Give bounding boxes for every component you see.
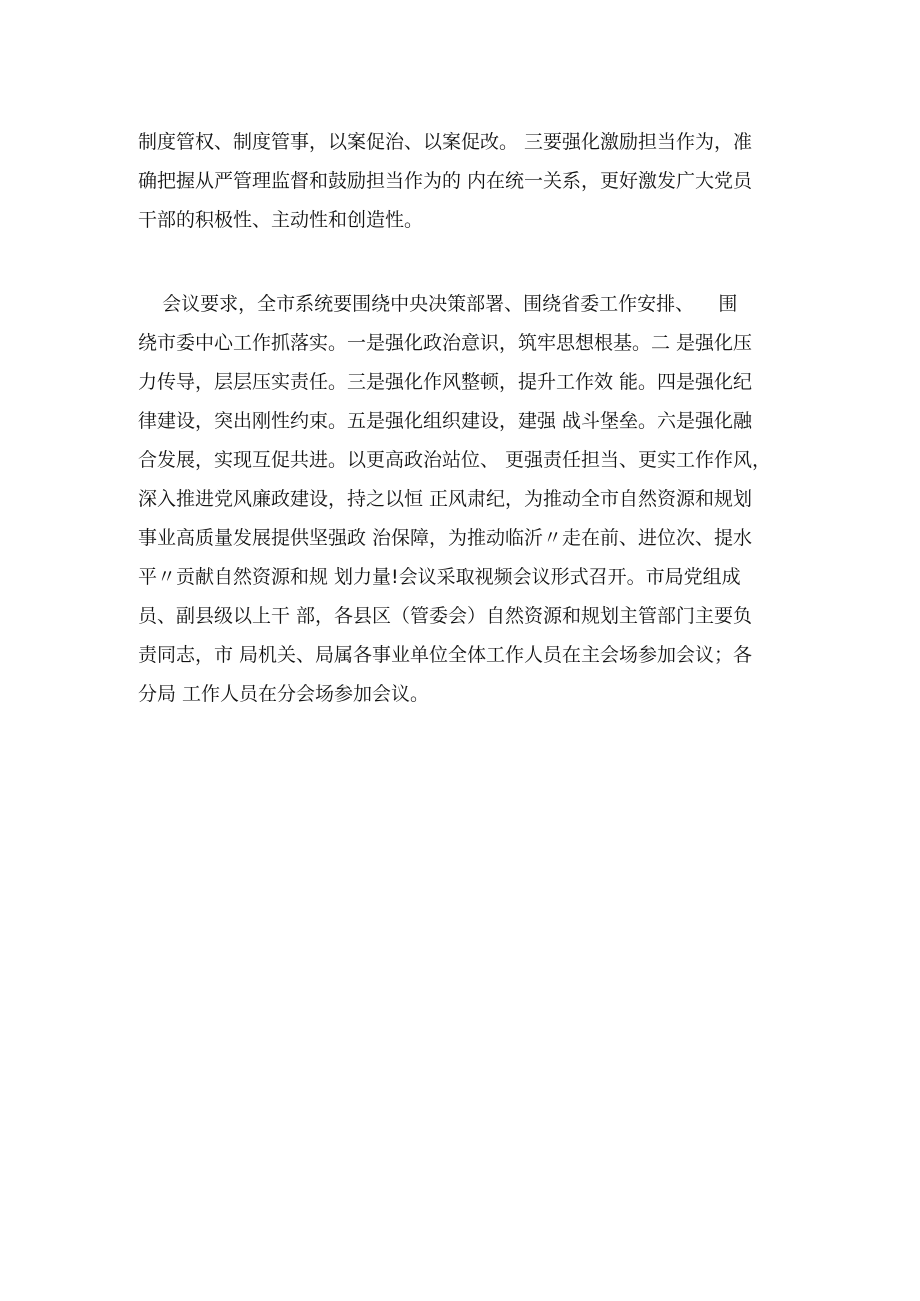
text-line: 平〃贡献自然资源和规 划力量!会议采取视频会议形式召开。市局党组成: [138, 566, 741, 588]
text-line: 深入推进党风廉政建设，持之以恒 正风肃纪，为推动全市自然资源和规划: [138, 488, 753, 510]
text-line: 律建设，突出刚性约束。五是强化组织建设，建强 战斗堡垒。六是强化融: [138, 410, 753, 432]
text-line: 事业高质量发展提供坚强政 治保障，为推动临沂〃走在前、进位次、提水: [138, 527, 753, 549]
text-line: 绕市委中心工作抓落实。一是强化政治意识，筑牢思想根基。二 是强化压: [138, 332, 753, 354]
text-line: 确把握从严管理监督和鼓励担当作为的 内在统一关系，更好激发广大党员: [138, 170, 753, 192]
paragraph-1: [138, 123, 784, 240]
text-line: 分局 工作人员在分会场参加会议。: [138, 683, 430, 705]
text-line: 力传导，层层压实责任。三是强化作风整顿，提升工作效 能。四是强化纪: [138, 371, 753, 393]
paragraph-2: [138, 285, 784, 714]
text-line: 合发展，实现互促共进。以更高政治站位、 更强责任担当、更实工作作风，: [138, 449, 772, 471]
text-line: 制度管权、制度管事，以案促治、以案促改。 三要强化激励担当作为，准: [138, 131, 753, 153]
text-line: 会议要求，全市系统要围绕中央决策部署、围绕省委工作安排、 围: [138, 293, 738, 315]
text-line: 员、副县级以上干 部，各县区（管委会）自然资源和规划主管部门主要负: [138, 605, 753, 627]
text-line: 干部的积极性、主动性和创造性。: [138, 209, 424, 231]
text-line: 责同志，市 局机关、局属各事业单位全体工作人员在主会场参加会议；各: [138, 644, 753, 666]
